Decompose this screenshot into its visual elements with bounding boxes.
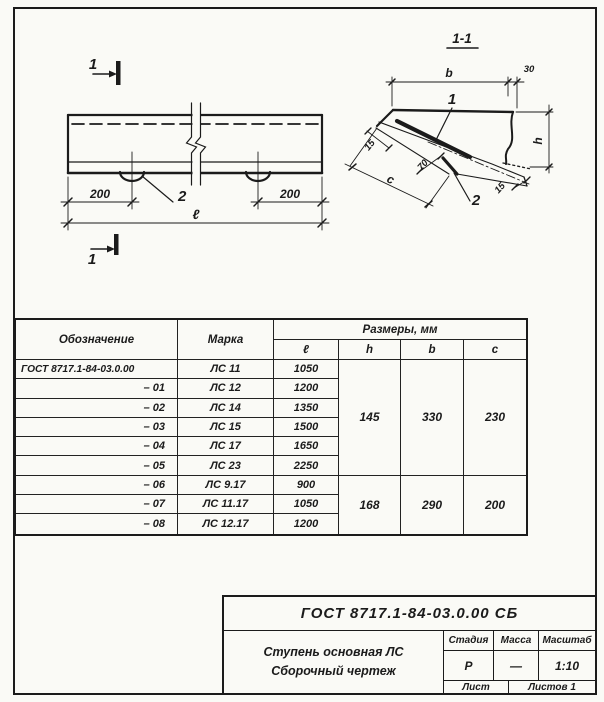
loop-callout-leader [142, 176, 173, 202]
drawing-title-line2: Сборочный чертеж [271, 664, 396, 678]
dimension-table [14, 318, 528, 536]
table-row-designation: – 04 [16, 437, 178, 456]
table-row-length: 1200 [274, 379, 339, 398]
dim-b-label: b [445, 66, 453, 80]
table-row-mark: ЛС 12.17 [178, 514, 274, 533]
mass-label: Масса [494, 631, 539, 650]
drawing-title-line1: Ступень основная ЛС [263, 644, 404, 659]
merged-c-group1: 230 [464, 360, 526, 476]
table-row-mark: ЛС 9.17 [178, 476, 274, 495]
stage-value: Р [444, 651, 494, 680]
dim-h-label: h [531, 137, 545, 145]
embedded-plate-1 [397, 121, 470, 157]
merged-h-group2: 168 [339, 476, 401, 534]
table-row-length: 1200 [274, 514, 339, 533]
sheets-count-label: Листов 1 [528, 681, 576, 693]
table-row-mark: ЛС 15 [178, 418, 274, 437]
cut-label-top: 1 [88, 56, 98, 73]
dim-30-label: 30 [523, 64, 535, 75]
drawing-views [0, 0, 604, 312]
break-curve [506, 112, 513, 164]
table-row-designation: – 01 [16, 379, 178, 398]
table-row-designation: – 03 [16, 418, 178, 437]
table-row-designation: – 05 [16, 456, 178, 475]
merged-b-group1: 330 [401, 360, 464, 476]
callout-1-leader [436, 108, 452, 140]
table-row-length: 1350 [274, 399, 339, 418]
col-header-b: b [401, 340, 464, 360]
title-block [222, 595, 597, 695]
merged-h-group1: 145 [339, 360, 401, 476]
mass-value: — [494, 651, 539, 680]
callout-2-section: 2 [471, 192, 481, 209]
dim-200-right: 200 [279, 187, 301, 201]
col-header-dimensions: Размеры, мм [274, 320, 526, 340]
table-row-length: 1050 [274, 495, 339, 514]
callout-2-leader [454, 173, 470, 201]
drawing-title [224, 631, 444, 693]
dim-70-label: 70 [415, 157, 431, 173]
table-row-mark: ЛС 11 [178, 360, 274, 379]
table-row-designation: – 07 [16, 495, 178, 514]
hidden-dotted-line [503, 163, 531, 169]
col-header-designation: Обозначение [16, 320, 178, 360]
table-row-designation: ГОСТ 8717.1-84-03.0.00 [16, 360, 178, 379]
table-row-length: 1650 [274, 437, 339, 456]
table-row-mark: ЛС 14 [178, 399, 274, 418]
plan-view [61, 61, 329, 255]
col-header-l: ℓ [274, 340, 339, 360]
table-row-mark: ЛС 11.17 [178, 495, 274, 514]
document-number: ГОСТ 8717.1-84-03.0.00 СБ [224, 597, 595, 631]
table-row-length: 900 [274, 476, 339, 495]
dim-15-left-label: 15 [362, 137, 378, 153]
dim-15-right-label: 15 [492, 180, 508, 196]
table-row-designation: – 08 [16, 514, 178, 533]
section-title: 1-1 [452, 31, 472, 46]
merged-b-group2: 290 [401, 476, 464, 534]
table-row-mark: ЛС 17 [178, 437, 274, 456]
table-row-designation: – 06 [16, 476, 178, 495]
dim-overall-length: ℓ [192, 207, 200, 222]
col-header-mark: Марка [178, 320, 274, 360]
col-header-c: c [464, 340, 526, 360]
table-row-length: 1050 [274, 360, 339, 379]
scale-value: 1:10 [554, 658, 580, 673]
cut-label-bottom: 1 [87, 251, 97, 268]
scale-label: Масштаб [542, 635, 592, 646]
callout-2-plan: 2 [178, 188, 187, 205]
table-row-designation: – 02 [16, 399, 178, 418]
table-row-length: 2250 [274, 456, 339, 475]
sheet-label: Лист [444, 681, 509, 693]
dim-c-label: c [384, 171, 397, 188]
merged-c-group2: 200 [484, 497, 506, 512]
callout-1-section: 1 [447, 91, 457, 108]
dim-200-left: 200 [89, 187, 111, 201]
col-header-h: h [339, 340, 401, 360]
table-row-mark: ЛС 23 [178, 456, 274, 475]
table-row-mark: ЛС 12 [178, 379, 274, 398]
stage-label: Стадия [444, 631, 494, 650]
table-row-length: 1500 [274, 418, 339, 437]
